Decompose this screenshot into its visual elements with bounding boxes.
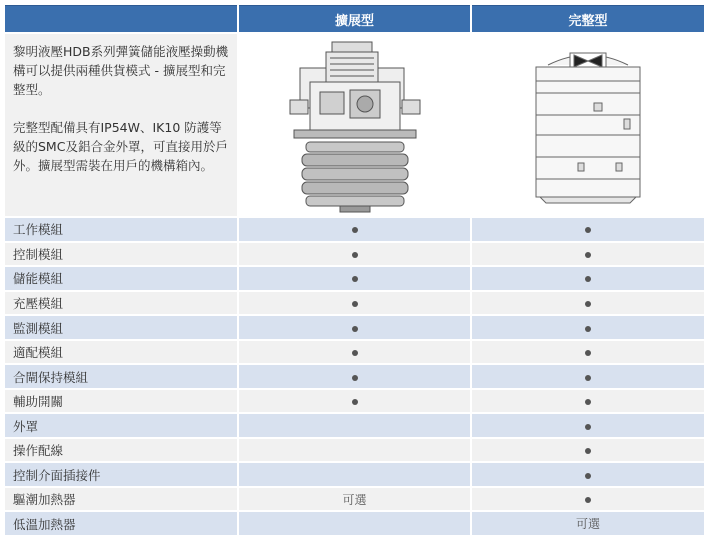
expand-cell [239,390,470,413]
optional-text: 可選 [575,517,600,532]
full-type-image [472,34,704,216]
dot-icon [352,399,358,405]
dot-icon [352,301,358,307]
dot-icon [585,375,591,381]
header-row [5,5,704,32]
dot-icon [585,326,591,332]
expand-cell [239,316,470,339]
full-cell [472,390,704,413]
row-label: 適配模組 [5,341,237,364]
row-label: 驅潮加熱器 [5,488,237,511]
expand-cell [239,267,470,290]
full-cell [472,267,704,290]
expand-cell [239,365,470,388]
row-label: 合閘保持模組 [5,365,237,388]
description-cell [5,34,237,216]
table-row [5,316,704,339]
dot-icon [585,350,591,356]
dot-icon [352,276,358,282]
full-cell [472,439,704,462]
dot-icon [585,276,591,282]
row-label: 輔助開關 [5,390,237,413]
row-label: 充壓模組 [5,292,237,315]
expand-cell [239,463,470,486]
full-cell [472,414,704,437]
dot-icon [585,399,591,405]
expand-cell [239,218,470,241]
full-enclosure-illustration [530,45,646,205]
dot-icon [585,301,591,307]
description-paragraph-2: 完整型配備具有IP54W、IK10 防護等級的SMC及鋁合金外罩，可直接用於戶外。擴展型需裝在用戶的機構箱內。 [13,120,228,173]
full-cell [472,463,704,486]
row-label: 儲能模組 [5,267,237,290]
table-row [5,512,704,535]
table-row [5,341,704,364]
row-label: 控制介面插接件 [5,463,237,486]
dot-icon [352,375,358,381]
expand-cell [239,488,470,511]
full-cell [472,316,704,339]
dot-icon [352,252,358,258]
expand-cell [239,512,470,535]
table-row [5,218,704,241]
dot-icon [352,326,358,332]
dot-icon [585,252,591,258]
dot-icon [585,497,591,503]
expand-cell [239,439,470,462]
header-corner [5,5,237,32]
image-row [5,34,704,216]
table-row [5,292,704,315]
row-label: 工作模組 [5,218,237,241]
table-row [5,390,704,413]
row-label: 外罩 [5,414,237,437]
dot-icon [585,473,591,479]
dot-icon [352,350,358,356]
row-label: 控制模組 [5,243,237,266]
table-row [5,267,704,290]
table-row [5,414,704,437]
full-cell [472,488,704,511]
table-row [5,365,704,388]
expand-type-image [239,34,470,216]
full-cell [472,365,704,388]
optional-text: 可選 [342,492,367,507]
expand-mechanism-illustration [280,38,430,213]
table-row [5,488,704,511]
expand-cell [239,414,470,437]
expand-cell [239,341,470,364]
table-row [5,439,704,462]
table-row [5,463,704,486]
full-cell [472,218,704,241]
full-cell [472,243,704,266]
expand-cell [239,292,470,315]
header-expand: 擴展型 [239,5,470,32]
full-cell [472,341,704,364]
dot-icon [585,448,591,454]
header-full: 完整型 [472,5,704,32]
row-label: 操作配線 [5,439,237,462]
dot-icon [585,227,591,233]
dot-icon [352,227,358,233]
full-cell [472,292,704,315]
row-label: 低溫加熱器 [5,512,237,535]
table-row [5,243,704,266]
expand-cell [239,243,470,266]
row-label: 監測模組 [5,316,237,339]
full-cell [472,512,704,535]
description-paragraph-1: 黎明液壓HDB系列彈簧儲能液壓操動機構可以提供兩種供貨模式 - 擴展型和完整型。 [13,44,229,97]
dot-icon [585,424,591,430]
comparison-table [3,3,706,537]
